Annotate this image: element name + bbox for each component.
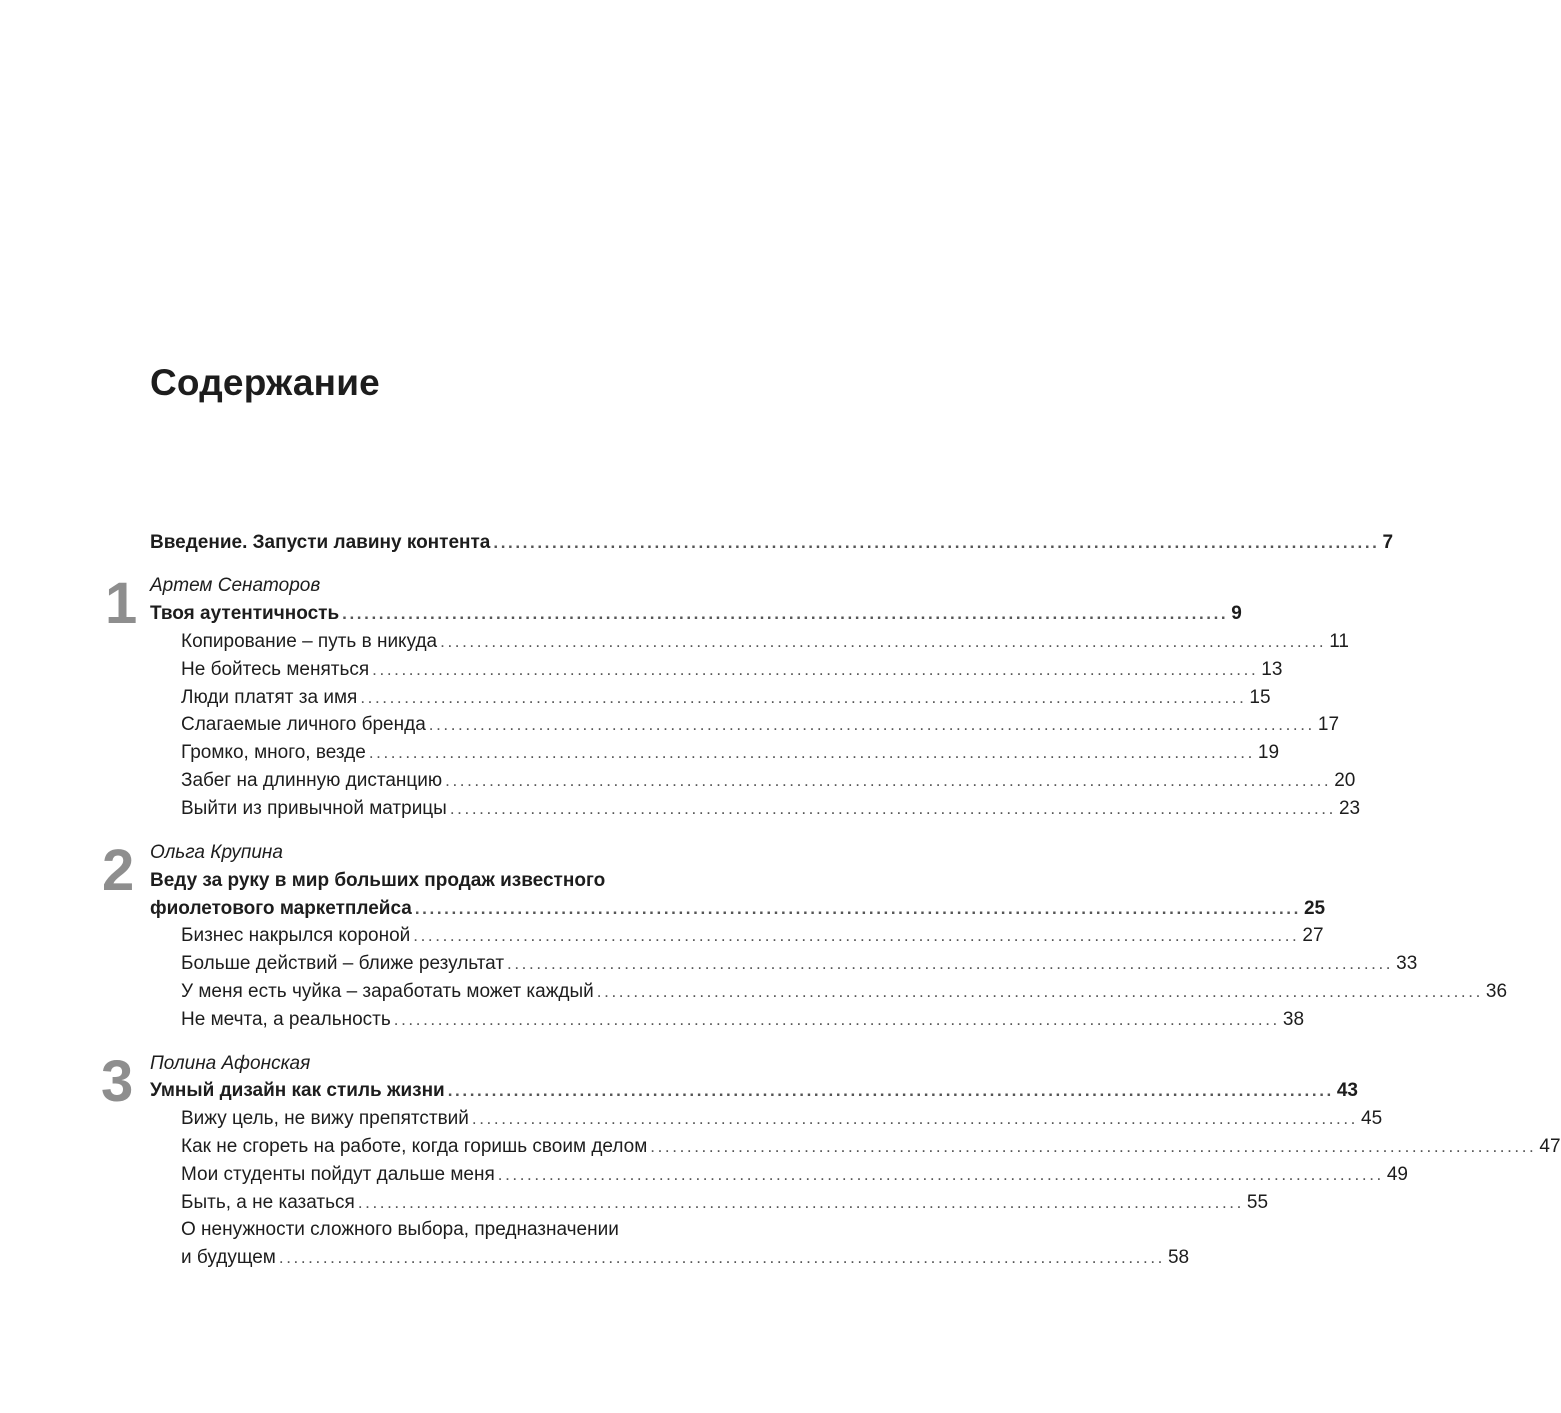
- toc-entry-section[interactable]: [181, 950, 1418, 978]
- chapter-author: Полина Афонская: [150, 1053, 311, 1074]
- dot-leader: .........................................................................................................................: [414, 899, 1301, 918]
- page-title: Содержание: [150, 362, 380, 403]
- chapter-number-1: 1: [105, 571, 138, 636]
- toc-entry-page: 25: [1303, 898, 1326, 919]
- toc-entry-section[interactable]: [181, 1189, 1269, 1217]
- toc-entry-page: 47: [1539, 1136, 1561, 1157]
- toc-entry-page: 45: [1361, 1108, 1383, 1129]
- toc-entry-page: 19: [1257, 742, 1280, 763]
- toc-entry-title: и будущем: [181, 1247, 276, 1268]
- dot-leader: .........................................................................................................................: [393, 1010, 1280, 1029]
- toc-entry-title: Не мечта, а реальность: [181, 1009, 391, 1030]
- toc-entry-title: Вижу цель, не вижу препятствий: [181, 1108, 469, 1129]
- toc-entry-title: Веду за руку в мир больших продаж известного: [150, 870, 606, 891]
- toc-entry-title: У меня есть чуйка – заработать может каждый: [181, 981, 594, 1002]
- dot-leader: .........................................................................................................................: [357, 1193, 1244, 1212]
- toc-entry-title: Люди платят за имя: [181, 687, 358, 708]
- toc-entry-page: 55: [1246, 1192, 1269, 1213]
- toc-entry-title: Бизнес накрылся короной: [181, 925, 411, 946]
- toc-entry-section[interactable]: [181, 656, 1283, 684]
- toc-entry-page: 43: [1336, 1080, 1358, 1101]
- toc-entry-section-line1[interactable]: [181, 1216, 836, 1244]
- toc-entry-title: Введение. Запусти лавину контента: [150, 532, 491, 553]
- toc-entry-chapter-2[interactable]: [150, 895, 1326, 923]
- toc-entry-title: Слагаемые личного бренда: [181, 714, 426, 735]
- toc-entry-page: 17: [1317, 714, 1340, 735]
- dot-leader: .........................................................................................................................: [447, 1081, 1334, 1100]
- toc-entry-title: Громко, много, везде: [181, 742, 366, 763]
- toc-entry-title: Твоя аутентичность: [150, 603, 340, 624]
- toc-entry-page: 33: [1396, 953, 1418, 974]
- toc-entry-title: Забег на длинную дистанцию: [181, 770, 443, 791]
- dot-leader: .........................................................................................................................: [650, 1137, 1537, 1156]
- dot-leader: .........................................................................................................................: [596, 982, 1483, 1001]
- toc-entry-section[interactable]: [181, 1133, 1561, 1161]
- toc-entry-section[interactable]: [181, 922, 1324, 950]
- toc-entry-page: 58: [1167, 1247, 1190, 1268]
- dot-leader: .........................................................................................................................: [497, 1165, 1384, 1184]
- dot-leader: .........................................................................................................................: [368, 743, 1255, 762]
- toc-entry-page: 27: [1302, 925, 1324, 946]
- toc-entry-section[interactable]: [181, 1105, 1383, 1133]
- toc-entry-chapter-2-line1[interactable]: [150, 867, 836, 895]
- toc-entry-section[interactable]: [181, 767, 1356, 795]
- toc-entry-section[interactable]: [181, 711, 1340, 739]
- dot-leader: .........................................................................................................................: [372, 660, 1259, 679]
- toc-entry-title: фиолетового маркетплейса: [150, 898, 412, 919]
- chapter-number-2: 2: [102, 838, 135, 903]
- toc-entry-title: Копирование – путь в никуда: [181, 631, 438, 652]
- toc-entry-intro[interactable]: [150, 529, 1394, 557]
- toc-entry-page: 15: [1249, 687, 1271, 708]
- chapter-author: Ольга Крупина: [150, 842, 283, 863]
- toc-entry-title: Не бойтесь меняться: [181, 659, 370, 680]
- dot-leader: .........................................................................................................................: [445, 771, 1332, 790]
- toc-entry-title: Мои студенты пойдут дальше меня: [181, 1164, 495, 1185]
- dot-leader: .........................................................................................................................: [507, 954, 1394, 973]
- toc-entry-section[interactable]: [181, 628, 1349, 656]
- toc-entry-page: 9: [1231, 603, 1242, 624]
- dot-leader: .........................................................................................................................: [278, 1248, 1165, 1267]
- toc-entry-section[interactable]: [181, 978, 1508, 1006]
- toc-entry-page: 13: [1261, 659, 1283, 680]
- toc-entry-title: Быть, а не казаться: [181, 1192, 355, 1213]
- toc-entry-title: Умный дизайн как стиль жизни: [150, 1080, 445, 1101]
- toc-entry-section[interactable]: [181, 1244, 1190, 1272]
- dot-leader: .........................................................................................................................: [342, 604, 1229, 623]
- dot-leader: .........................................................................................................................: [440, 632, 1327, 651]
- toc-entry-page: 36: [1485, 981, 1508, 1002]
- dot-leader: .........................................................................................................................: [428, 715, 1315, 734]
- toc-entry-section[interactable]: [181, 1006, 1305, 1034]
- toc-entry-title: О ненужности сложного выбора, предназначении: [181, 1219, 619, 1240]
- toc-entry-page: 49: [1386, 1164, 1408, 1185]
- dot-leader: .........................................................................................................................: [413, 926, 1300, 945]
- toc-entry-section[interactable]: [181, 739, 1280, 767]
- toc-entry-chapter-1[interactable]: [150, 600, 1242, 628]
- dot-leader: .........................................................................................................................: [471, 1109, 1359, 1128]
- toc-entry-section[interactable]: [181, 795, 1361, 823]
- dot-leader: .........................................................................................................................: [449, 799, 1336, 818]
- dot-leader: .........................................................................................................................: [493, 533, 1380, 552]
- toc-entry-title: Выйти из привычной матрицы: [181, 798, 447, 819]
- toc-entry-page: 7: [1382, 532, 1394, 553]
- toc-entry-title: Как не сгореть на работе, когда горишь своим делом: [181, 1136, 648, 1157]
- toc-entry-chapter-3[interactable]: [150, 1077, 1358, 1105]
- toc-entry-page: 20: [1334, 770, 1356, 791]
- toc-entry-page: 23: [1338, 798, 1361, 819]
- chapter-number-3: 3: [101, 1049, 134, 1114]
- chapter-author: Артем Сенаторов: [150, 575, 321, 596]
- toc-entry-section[interactable]: [181, 684, 1271, 712]
- dot-leader: .........................................................................................................................: [360, 688, 1247, 707]
- toc-entry-title: Больше действий – ближе результат: [181, 953, 505, 974]
- toc-entry-page: 38: [1282, 1009, 1305, 1030]
- toc-entry-section[interactable]: [181, 1161, 1408, 1189]
- toc-entry-page: 11: [1329, 631, 1349, 652]
